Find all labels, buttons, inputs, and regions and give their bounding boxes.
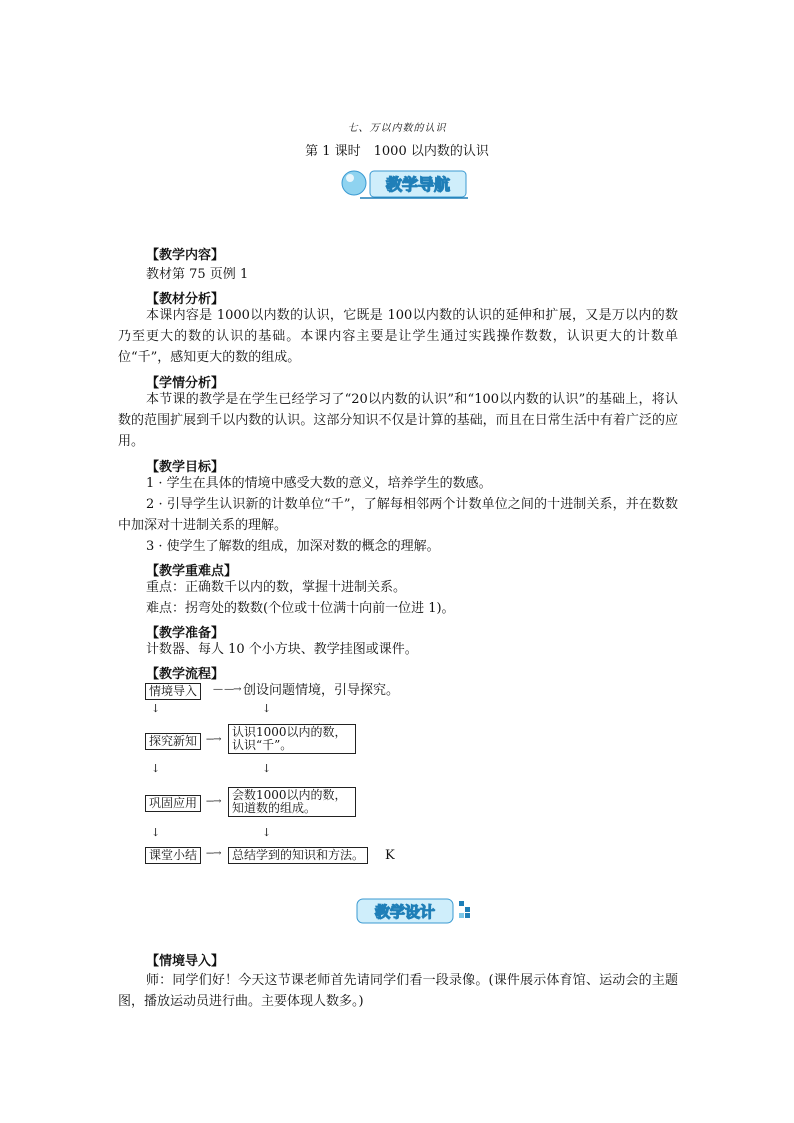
flow-arrow-1: — —→ (213, 684, 241, 695)
flow-step-2-desc-line2: 认识“千”。 (232, 738, 293, 752)
flow-arrow-down-3a: ↓ (151, 826, 161, 839)
goals-heading: 【教学目标】 (146, 460, 225, 475)
flow-step-2-desc (228, 724, 356, 754)
student-text: 本节课的教学是在学生已经学习了“20以内数的认识”和“100以内数的认识”的基础上，将认数的范围扩展到千以内数的认识。这部分知识不仅是计算的基础，而且在日常生活中有着广泛的应用。 (118, 392, 678, 449)
banner1-text: 教学导航 (385, 175, 451, 194)
goal-3: 3 · 使学生了解数的组成，加深对数的概念的理解。 (146, 539, 440, 554)
banner2-text: 教学设计 (374, 903, 436, 921)
flow-step-1: 情境导入 (145, 683, 201, 700)
analysis-text: 本课内容是 1000以内数的认识，它既是 100以内数的认识的延伸和扩展，又是万以内的数乃至更大的数的认识的基础。本课内容主要是让学生通过实践操作数数，认识更大的计数单位“千”，感知更大的数的组成。 (118, 308, 678, 365)
flow-arrow-2: ---→ (206, 734, 221, 745)
flow-step-4-desc: 总结学到的知识和方法。 (228, 847, 368, 864)
flow-arrow-3: ---→ (206, 796, 221, 807)
design-text: 师：同学们好！今天这节课老师首先请同学们看一段录像。(课件展示体育馆、运动会的主题图，播放运动员进行曲。主要体现人数多。) (118, 973, 678, 1009)
flow-step-3-desc-line2: 知道数的组成。 (232, 801, 317, 815)
flow-step-3-desc-line1: 会数1000以内的数， (232, 788, 347, 802)
goal-2: 2 · 引导学生认识新的计数单位“千”，了解每相邻两个计数单位之间的十进制关系，并在数数中加深对十进制关系的理解。 (118, 497, 678, 533)
student-heading: 【学情分析】 (146, 376, 225, 391)
flow-arrow-down-2a: ↓ (151, 762, 161, 775)
difficult-point: 难点：拐弯处的数数(个位或十位满十向前一位进 1)。 (146, 601, 455, 616)
flow-arrow-down-1b: ↓ (262, 702, 272, 715)
flow-arrow-down-3b: ↓ (262, 826, 272, 839)
flow-step-2: 探究新知 (145, 733, 201, 750)
unit-title: 七、万以内数的认识 (347, 123, 447, 134)
goal-1: 1 · 学生在具体的情境中感受大数的意义，培养学生的数感。 (146, 476, 492, 491)
flow-step-1-desc: 创设问题情境，引导探究。 (243, 683, 400, 698)
analysis-heading: 【教材分析】 (146, 292, 225, 307)
content-text: 教材第 75 页例 1 (146, 267, 249, 282)
flow-step-4-tail: K (385, 848, 395, 863)
flow-heading: 【教学流程】 (146, 667, 225, 682)
key-point: 重点：正确数千以内的数，掌握十进制关系。 (146, 580, 407, 595)
flow-arrow-down-1a: ↓ (151, 702, 161, 715)
lesson-title: 第 1 课时 1000 以内数的认识 (305, 144, 489, 159)
design-heading: 【情境导入】 (146, 954, 225, 969)
bubble-icon (342, 171, 366, 195)
flow-step-3: 巩固应用 (145, 795, 201, 812)
prep-heading: 【教学准备】 (146, 626, 225, 641)
teaching-design-banner (355, 893, 475, 929)
flow-arrow-down-2b: ↓ (262, 762, 272, 775)
key-heading: 【教学重难点】 (146, 564, 238, 579)
flow-arrow-4: ---→ (206, 848, 221, 859)
flow-step-4: 课堂小结 (145, 847, 201, 864)
teaching-guide-banner (340, 163, 470, 203)
prep-text: 计数器、每人 10 个小方块、教学挂图或课件。 (146, 642, 418, 657)
flow-step-2-desc-line1: 认识1000以内的数， (232, 725, 347, 739)
flow-step-3-desc (228, 787, 356, 817)
content-heading: 【教学内容】 (146, 248, 225, 263)
squares-icon (459, 901, 470, 918)
